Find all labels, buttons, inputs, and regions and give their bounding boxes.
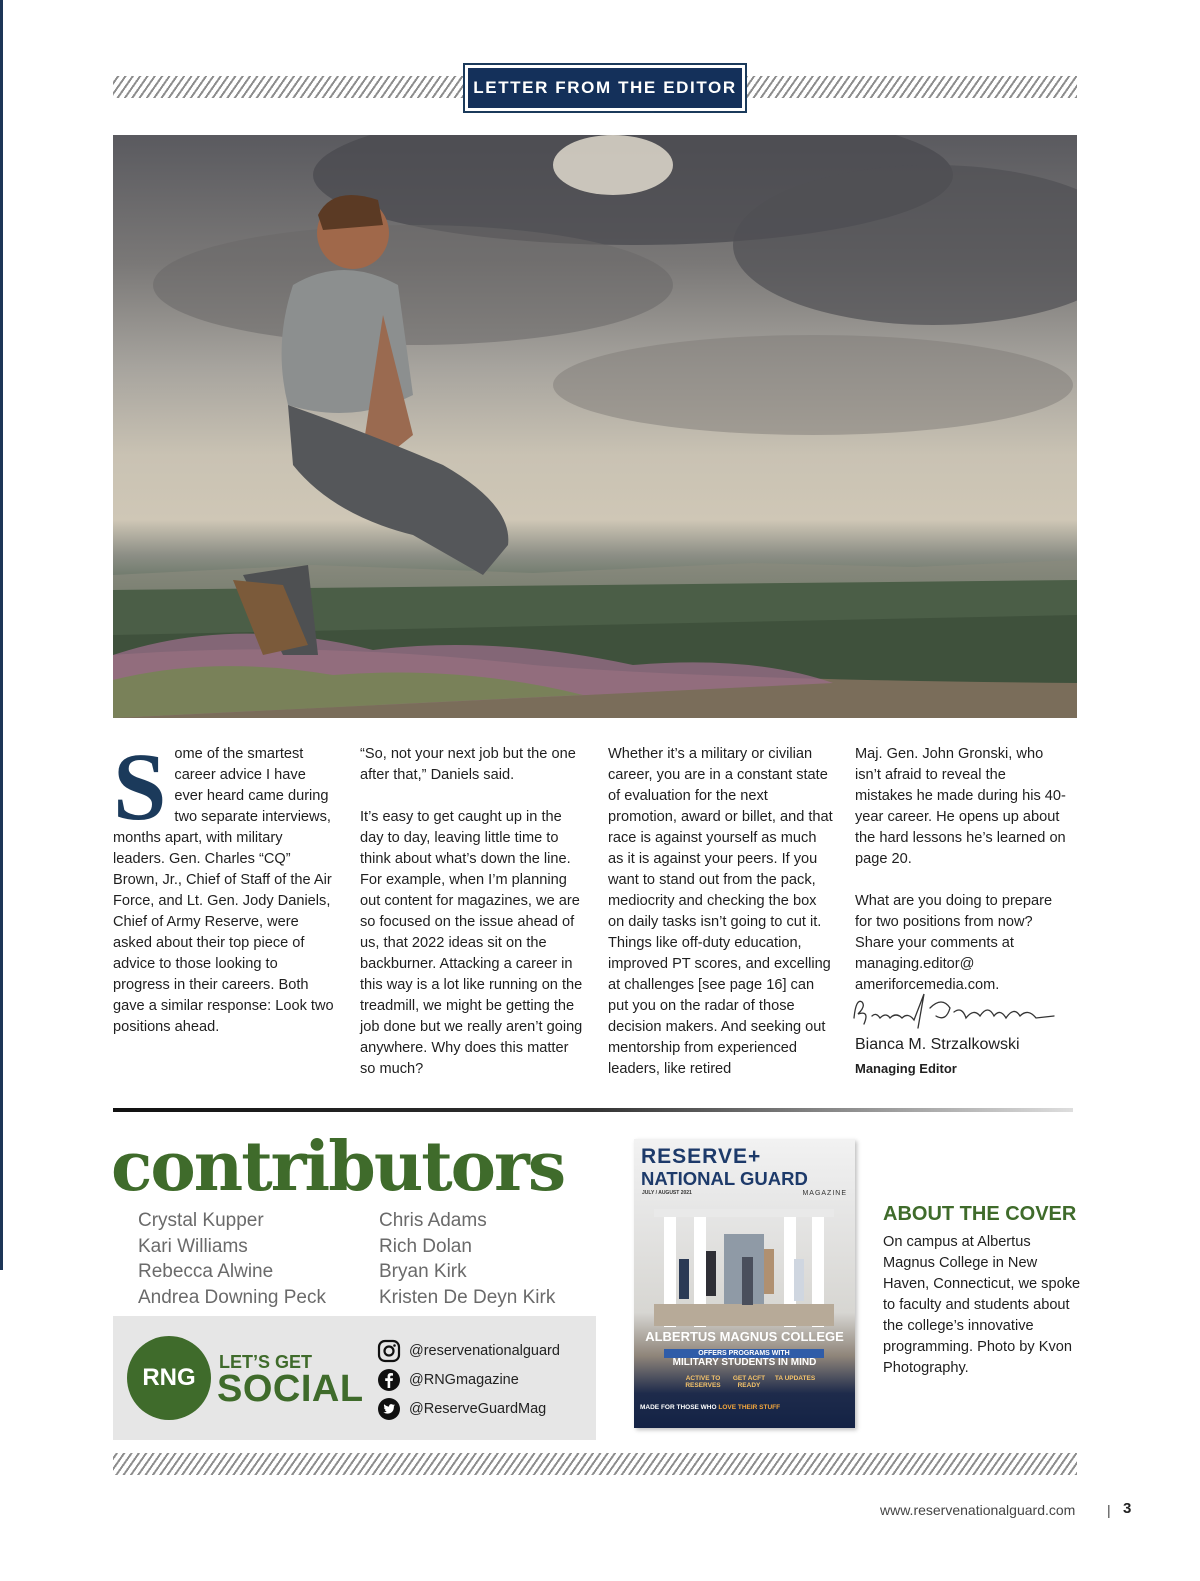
article-paragraph: What are you doing to prepare for two positions from now? Share your comments at managing.editor@ ameriforcemedia.com. [855, 893, 1053, 993]
cover-military-students: MILITARY STUDENTS IN MIND [672, 1357, 817, 1368]
cover-tag-acft: GET ACFT READY [732, 1375, 766, 1389]
facebook-handle: @RNGmagazine [409, 1372, 519, 1388]
instagram-handle: @reservenationalguard [409, 1343, 560, 1359]
social-box [113, 1316, 596, 1440]
contributor-name: Chris Adams [379, 1210, 487, 1231]
about-cover-text: On campus at Albertus Magnus College in New Haven, Connecticut, we spoke to faculty and students about the college’s innovative programming. Photo by Kvon Photography. [883, 1234, 1081, 1376]
cover-headline: ALBERTUS MAGNUS COLLEGE [645, 1329, 844, 1344]
page-edge-rule [0, 0, 3, 1270]
article-paragraph: Maj. Gen. John Gronski, who isn’t afraid to reveal the mistakes he made during his 40-year career. He opens up about the hard lessons he’s learned on page 20. [855, 746, 1066, 867]
cover-issue-date: JULY / AUGUST 2021 [642, 1190, 692, 1196]
page-number: 3 [1123, 1500, 1132, 1517]
article-column-2 [360, 744, 586, 1101]
about-cover-title: ABOUT THE COVER [883, 1203, 1077, 1225]
contributor-name: Kari Williams [138, 1235, 248, 1257]
article-column-3 [608, 744, 834, 1101]
contributor-name: Kristen De Deyn Kirk [379, 1286, 556, 1308]
contributors-list-left [138, 1208, 326, 1310]
hero-photo [113, 135, 1077, 718]
facebook-handle-row[interactable] [377, 1367, 519, 1393]
signature-name: Bianca M. Strzalkowski [855, 1036, 1020, 1053]
header-hatch-right [747, 76, 1077, 98]
article-paragraph: It’s easy to get caught up in the day to day, leaving little time to think about what’s down the line. For example, when I’m planning out content for magazines, we are so focused on the issue ahead of us, that 2022 ideas sit on the backburner. Attacking a career in this way is a lot like running on the treadmill, we might be getting the job done but we really aren’t going anywhere. Why does this matter so much? [360, 809, 583, 1077]
cover-magazine-label: MAGAZINE [802, 1190, 847, 1197]
twitter-handle-row[interactable] [377, 1396, 546, 1422]
article-paragraph: “So, not your next job but the one after that,” Daniels said. [360, 746, 576, 783]
cover-offers-line: OFFERS PROGRAMS WITH [664, 1349, 824, 1358]
article-paragraph: Whether it’s a military or civilian career, you are in a constant state of evaluation for the next promotion, award or billet, and that race is against yourself as much as it is against your peers. If you want to stand out from the pack, mediocrity and checking the box on daily tasks isn’t going to cut it. Things like off-duty education, improved PT scores, and excelling at challenges [see page 16] can put you on the radar of those decision makers. And seeking out mentorship from experienced leaders, like retired [608, 746, 833, 1077]
section-label-text: LETTER FROM THE EDITOR [468, 68, 742, 108]
section-divider [113, 1108, 1073, 1112]
rng-logo: RNG [127, 1336, 211, 1420]
handwritten-signature [850, 988, 1060, 1036]
article-lead-paragraph: ome of the smartest career advice I have ever heard came during two separate interviews, months apart, with military leaders. Gen. Charles “CQ” Brown, Jr., Chief of Staff of the Air Force, and Lt. Gen. Jody Daniels, Chief of Army Reserve, were asked about their top piece of advice to those looking to progress in their careers. Both gave a similar response: Look two positions ahead. [113, 746, 334, 1035]
footer-separator: | [1107, 1502, 1111, 1518]
twitter-icon [377, 1397, 401, 1421]
facebook-icon [377, 1368, 401, 1392]
twitter-handle: @ReserveGuardMag [409, 1401, 547, 1417]
signature-title: Managing Editor [855, 1061, 957, 1076]
article-column-1 [113, 733, 337, 1038]
cover-masthead-line2: NATIONAL GUARD [641, 1168, 808, 1189]
footer-website-link[interactable]: www.reservenationalguard.com [880, 1502, 1076, 1518]
contributor-name: Andrea Downing Peck [138, 1286, 326, 1308]
contributors-title: contributors [111, 1127, 565, 1207]
social-text: SOCIAL [217, 1368, 364, 1410]
instagram-icon [377, 1339, 401, 1363]
section-label [463, 63, 747, 113]
contributor-name: Bryan Kirk [379, 1261, 467, 1282]
contributors-list-right [379, 1208, 555, 1310]
cover-footer-line: MADE FOR THOSE WHO LOVE THEIR STUFF [640, 1404, 781, 1411]
cover-masthead-line1: RESERVE+ [641, 1145, 762, 1168]
contributor-name: Rich Dolan [379, 1235, 472, 1257]
magazine-cover [634, 1139, 855, 1428]
contributor-name: Crystal Kupper [138, 1210, 264, 1231]
drop-cap: S [113, 733, 167, 840]
lets-get-text: LET’S GET [219, 1352, 313, 1372]
cover-footer-accent: LOVE THEIR STUFF [718, 1404, 781, 1411]
instagram-handle-row[interactable] [377, 1338, 560, 1364]
footer-hatch [113, 1453, 1077, 1475]
cover-tag-reserves: ACTIVE TO RESERVES [685, 1375, 721, 1389]
cover-tag-ta: TA UPDATES [774, 1375, 816, 1382]
contributor-name: Rebecca Alwine [138, 1261, 274, 1282]
header-hatch-left [113, 76, 463, 98]
article-column-4 [855, 744, 1067, 1017]
